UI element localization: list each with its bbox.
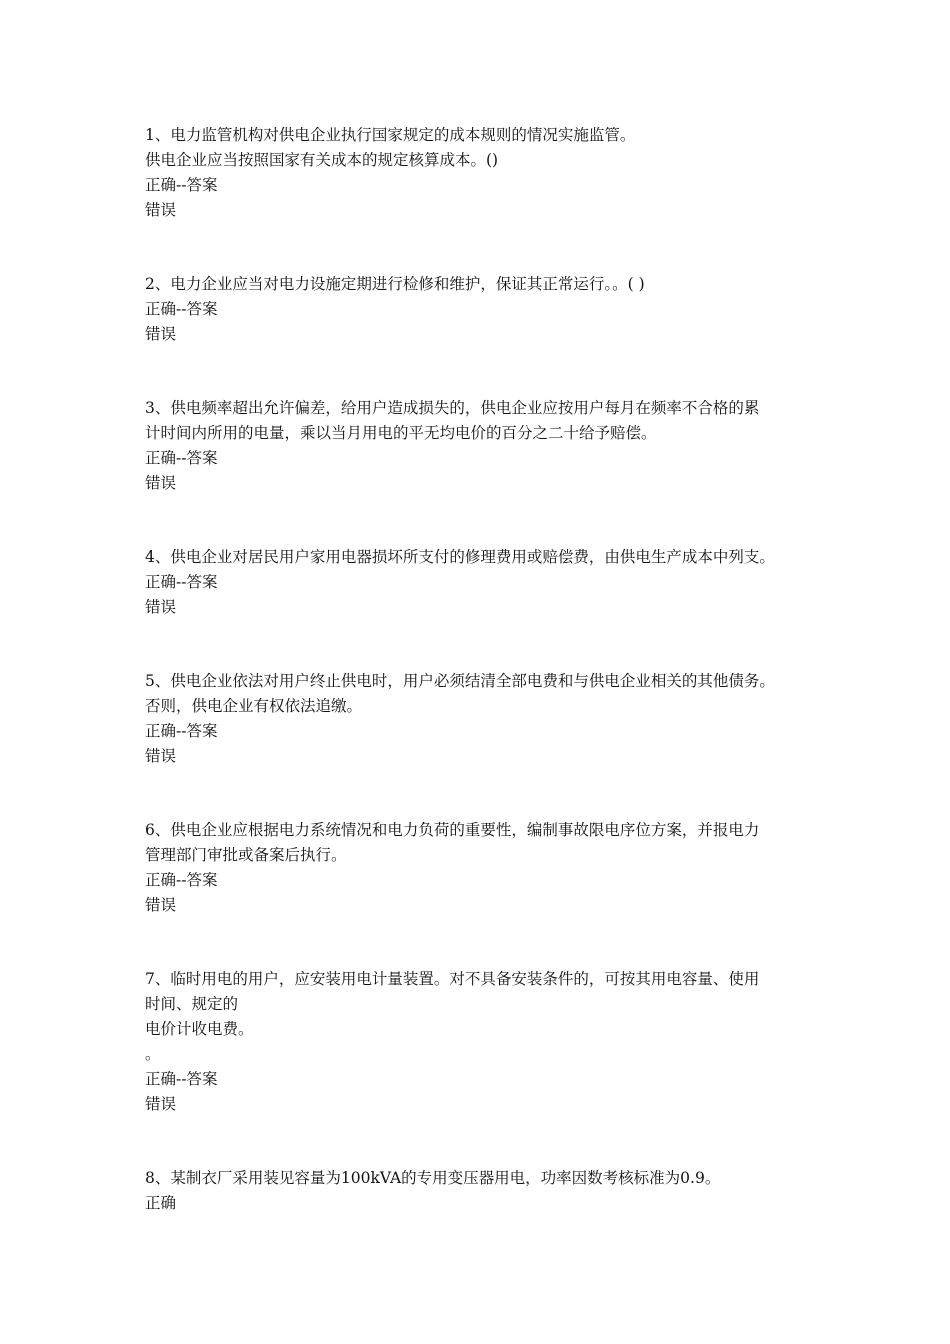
option-wrong: 错误	[145, 474, 177, 492]
option-correct: 正确--答案	[145, 722, 218, 740]
question-text: 6、供电企业应根据电力系统情况和电力负荷的重要性，编制事故限电序位方案，并报电力	[145, 821, 760, 839]
question-2	[145, 272, 825, 347]
option-wrong: 错误	[145, 1095, 177, 1113]
question-text: 否则，供电企业有权依法追缴。	[145, 697, 363, 715]
document-page	[145, 123, 825, 1216]
question-text: 1、电力监管机构对供电企业执行国家规定的成本规则的情况实施监管。	[145, 126, 636, 144]
question-3	[145, 396, 825, 496]
option-wrong: 错误	[145, 325, 177, 343]
option-wrong: 错误	[145, 896, 177, 914]
option-wrong: 错误	[145, 598, 177, 616]
question-1	[145, 123, 825, 223]
option-correct: 正确--答案	[145, 871, 218, 889]
spacer	[145, 496, 825, 545]
question-text: 7、临时用电的用户，应安装用电计量装置。对不具备安装条件的，可按其用电容量、使用	[145, 970, 760, 988]
option-correct: 正确	[145, 1194, 177, 1212]
option-wrong: 错误	[145, 747, 177, 765]
question-text: 2、电力企业应当对电力设施定期进行检修和维护，保证其正常运行。。( )	[145, 275, 645, 293]
question-5	[145, 669, 825, 769]
option-correct: 正确--答案	[145, 300, 218, 318]
spacer	[145, 918, 825, 967]
option-wrong: 错误	[145, 201, 177, 219]
spacer	[145, 769, 825, 818]
option-correct: 正确--答案	[145, 573, 218, 591]
option-correct: 正确--答案	[145, 176, 218, 194]
spacer	[145, 620, 825, 669]
question-8	[145, 1166, 825, 1216]
option-correct: 正确--答案	[145, 1070, 218, 1088]
question-7	[145, 967, 825, 1117]
question-text: 8、某制衣厂采用装见容量为100kVA的专用变压器用电，功率因数考核标准为0.9。	[145, 1169, 721, 1187]
question-text: 电价计收电费。	[145, 1020, 254, 1038]
question-text: 5、供电企业依法对用户终止供电时，用户必须结清全部电费和与供电企业相关的其他债务。	[145, 672, 775, 690]
spacer	[145, 347, 825, 396]
question-6	[145, 818, 825, 918]
question-text: 。	[145, 1045, 161, 1063]
question-text: 3、供电频率超出允许偏差，给用户造成损失的，供电企业应按用户每月在频率不合格的累	[145, 399, 760, 417]
question-text: 管理部门审批或备案后执行。	[145, 846, 347, 864]
question-text: 4、供电企业对居民用户家用电器损坏所支付的修理费用或赔偿费，由供电生产成本中列支。	[145, 548, 775, 566]
question-text: 时间、规定的	[145, 995, 239, 1013]
question-text: 计时间内所用的电量，乘以当月用电的平无均电价的百分之二十给予赔偿。	[145, 424, 657, 442]
question-text: 供电企业应当按照国家有关成本的规定核算成本。()	[145, 151, 499, 169]
spacer	[145, 223, 825, 272]
spacer	[145, 1117, 825, 1166]
option-correct: 正确--答案	[145, 449, 218, 467]
question-4	[145, 545, 825, 620]
